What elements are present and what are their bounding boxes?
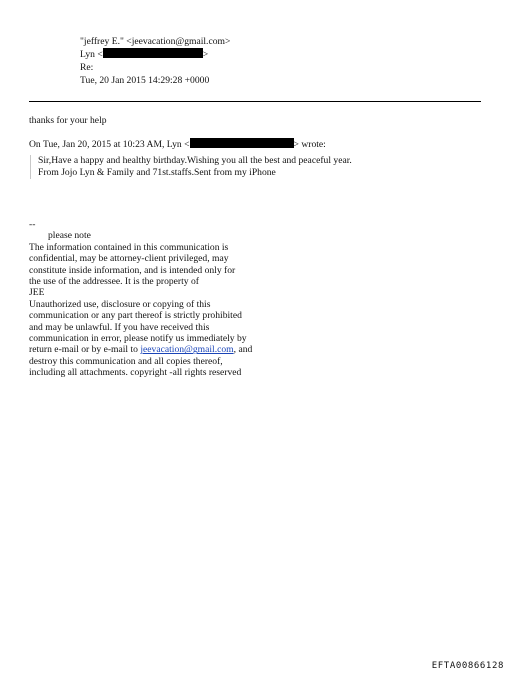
disclaimer-line: constitute inside information, and is intended only for [29,264,236,276]
email-link[interactable]: jeevacation@gmail.com [140,344,234,356]
signature-note: please note [48,230,91,242]
to-suffix: > [202,49,209,60]
quote-line: Sir,Have a happy and healthy birthday.Wishing you all the best and peaceful year. [38,155,352,166]
to-prefix: Lyn < [80,49,103,60]
quote-intro-prefix: On Tue, Jan 20, 2015 at 10:23 AM, Lyn < [29,139,190,150]
disclaimer-email-line [29,344,252,355]
quote-intro-suffix: > wrote: [293,139,326,150]
bates-number: EFTA00866128 [431,661,504,671]
disclaimer-line: confidential, may be attorney-client privileged, may [29,253,229,265]
header-divider [29,101,481,102]
email-line-suffix: , and [233,344,253,356]
disclaimer-line: Unauthorized use, disclosure or copying of this [29,298,211,310]
quoted-message [30,155,352,179]
signature-disclaimer [29,219,252,379]
quote-intro [29,138,326,151]
disclaimer-line: destroy this communication and all copies thereof, [29,355,223,367]
disclaimer-line: communication in error, please notify us immediately by [29,333,247,345]
quote-line: From Jojo Lyn & Family and 71st.staffs.Sent from my iPhone [38,167,276,178]
disclaimer-line: including all attachments. copyright -all rights reserved [29,367,242,379]
subject-value: Re: [80,62,94,73]
reply-text: thanks for your help [29,115,107,126]
signature-separator: -- [29,219,36,230]
date-value: Tue, 20 Jan 2015 14:29:28 +0000 [80,75,210,86]
disclaimer-line: the use of the addressee. It is the property of [29,276,199,288]
redaction-box [103,48,203,58]
redaction-box [190,138,294,148]
disclaimer-line: The information contained in this communication is [29,241,229,253]
to-value [80,48,208,61]
disclaimer-line: and may be unlawful. If you have received this [29,321,210,333]
disclaimer-line: JEE [29,287,45,299]
disclaimer-line: communication or any part thereof is strictly prohibited [29,310,242,322]
email-line-prefix: return e-mail or by e-mail to [29,344,141,356]
from-value: "jeffrey E." <jeevacation@gmail.com> [80,36,231,47]
